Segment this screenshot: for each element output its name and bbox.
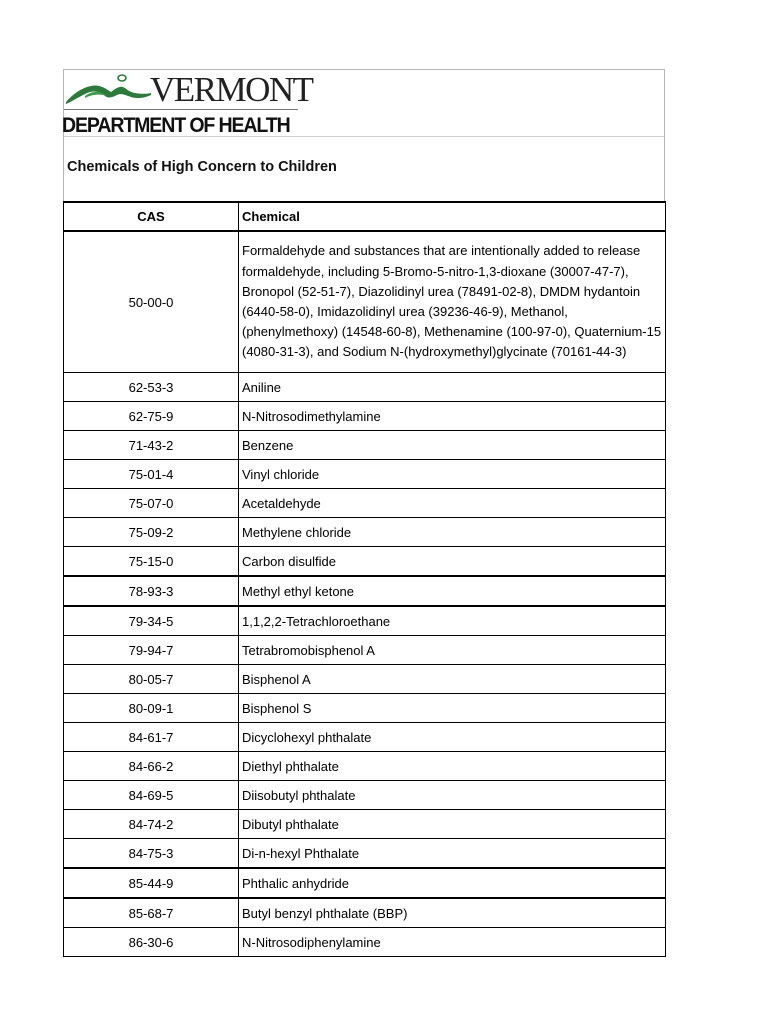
cas-cell: 80-05-7 [64, 665, 239, 694]
table-row [64, 898, 666, 928]
table-header-row [64, 202, 666, 231]
chemical-cell: Benzene [239, 431, 666, 460]
chemical-cell: Dibutyl phthalate [239, 810, 666, 839]
cas-cell: 75-15-0 [64, 547, 239, 577]
table-row [64, 868, 666, 898]
cas-cell: 84-69-5 [64, 781, 239, 810]
page-title: Chemicals of High Concern to Children [67, 159, 337, 175]
table-row [64, 781, 666, 810]
table-row [64, 489, 666, 518]
chemical-cell: Tetrabromobisphenol A [239, 636, 666, 665]
table-row [64, 636, 666, 665]
table-row [64, 576, 666, 606]
table-row [64, 665, 666, 694]
logo-divider [64, 109, 298, 110]
chemical-cell: Butyl benzyl phthalate (BBP) [239, 898, 666, 928]
chemical-cell: 1,1,2,2-Tetrachloroethane [239, 606, 666, 636]
table-row [64, 723, 666, 752]
chemical-cell: Phthalic anhydride [239, 868, 666, 898]
cas-cell: 50-00-0 [64, 231, 239, 373]
table-row [64, 810, 666, 839]
document-page [63, 69, 665, 957]
table-row [64, 839, 666, 869]
chemical-cell: Bisphenol S [239, 694, 666, 723]
cas-cell: 80-09-1 [64, 694, 239, 723]
table-row [64, 402, 666, 431]
cas-cell: 84-66-2 [64, 752, 239, 781]
cas-cell: 62-53-3 [64, 373, 239, 402]
chemical-cell: Carbon disulfide [239, 547, 666, 577]
chemical-column-header: Chemical [239, 202, 666, 231]
table-row [64, 928, 666, 957]
chemical-cell: Diisobutyl phthalate [239, 781, 666, 810]
header-box [63, 69, 665, 201]
table-row [64, 231, 666, 373]
logo-vermont-text: VERMONT [150, 70, 313, 109]
chemical-cell: Methylene chloride [239, 518, 666, 547]
cas-cell: 75-09-2 [64, 518, 239, 547]
table-row [64, 431, 666, 460]
cas-column-header: CAS [64, 202, 239, 231]
chemical-cell: Formaldehyde and substances that are intentionally added to release formaldehyde, including 5-Bromo-5-nitro-1,3-dioxane (30007-47-7), Bronopol (52-51-7), Diazolidinyl urea (78491-02-8), DMDM hydantoin (6440-58-0), Imidazolidinyl urea (39236-46-9), Methanol, (phenylmethoxy) (14548-60-8), Methenamine (100-97-0), Quaternium-15 (4080-31-3), and Sodium N-(hydroxymethyl)glycinate (70161-44-3) [239, 231, 666, 373]
table-row [64, 518, 666, 547]
cas-cell: 86-30-6 [64, 928, 239, 957]
chemical-cell: Acetaldehyde [239, 489, 666, 518]
chemicals-table [63, 201, 666, 957]
chemical-cell: Aniline [239, 373, 666, 402]
table-row [64, 373, 666, 402]
cas-cell: 75-01-4 [64, 460, 239, 489]
cas-cell: 71-43-2 [64, 431, 239, 460]
chemical-cell: Vinyl chloride [239, 460, 666, 489]
cas-cell: 84-75-3 [64, 839, 239, 869]
chemical-cell: Bisphenol A [239, 665, 666, 694]
cas-cell: 78-93-3 [64, 576, 239, 606]
table-row [64, 606, 666, 636]
cas-cell: 79-34-5 [64, 606, 239, 636]
vermont-health-logo [64, 70, 664, 137]
cas-cell: 84-61-7 [64, 723, 239, 752]
cas-cell: 79-94-7 [64, 636, 239, 665]
chemical-cell: Di-n-hexyl Phthalate [239, 839, 666, 869]
chemical-cell: Methyl ethyl ketone [239, 576, 666, 606]
cas-cell: 85-44-9 [64, 868, 239, 898]
table-row [64, 694, 666, 723]
cas-cell: 84-74-2 [64, 810, 239, 839]
cas-cell: 75-07-0 [64, 489, 239, 518]
chemical-cell: Dicyclohexyl phthalate [239, 723, 666, 752]
cas-cell: 85-68-7 [64, 898, 239, 928]
table-row [64, 752, 666, 781]
table-row [64, 547, 666, 577]
logo-department-text: DEPARTMENT OF HEALTH [62, 114, 290, 137]
cas-cell: 62-75-9 [64, 402, 239, 431]
chemical-cell: N-Nitrosodimethylamine [239, 402, 666, 431]
table-row [64, 460, 666, 489]
chemical-cell: N-Nitrosodiphenylamine [239, 928, 666, 957]
mountain-logo-icon [65, 72, 151, 104]
chemical-cell: Diethyl phthalate [239, 752, 666, 781]
